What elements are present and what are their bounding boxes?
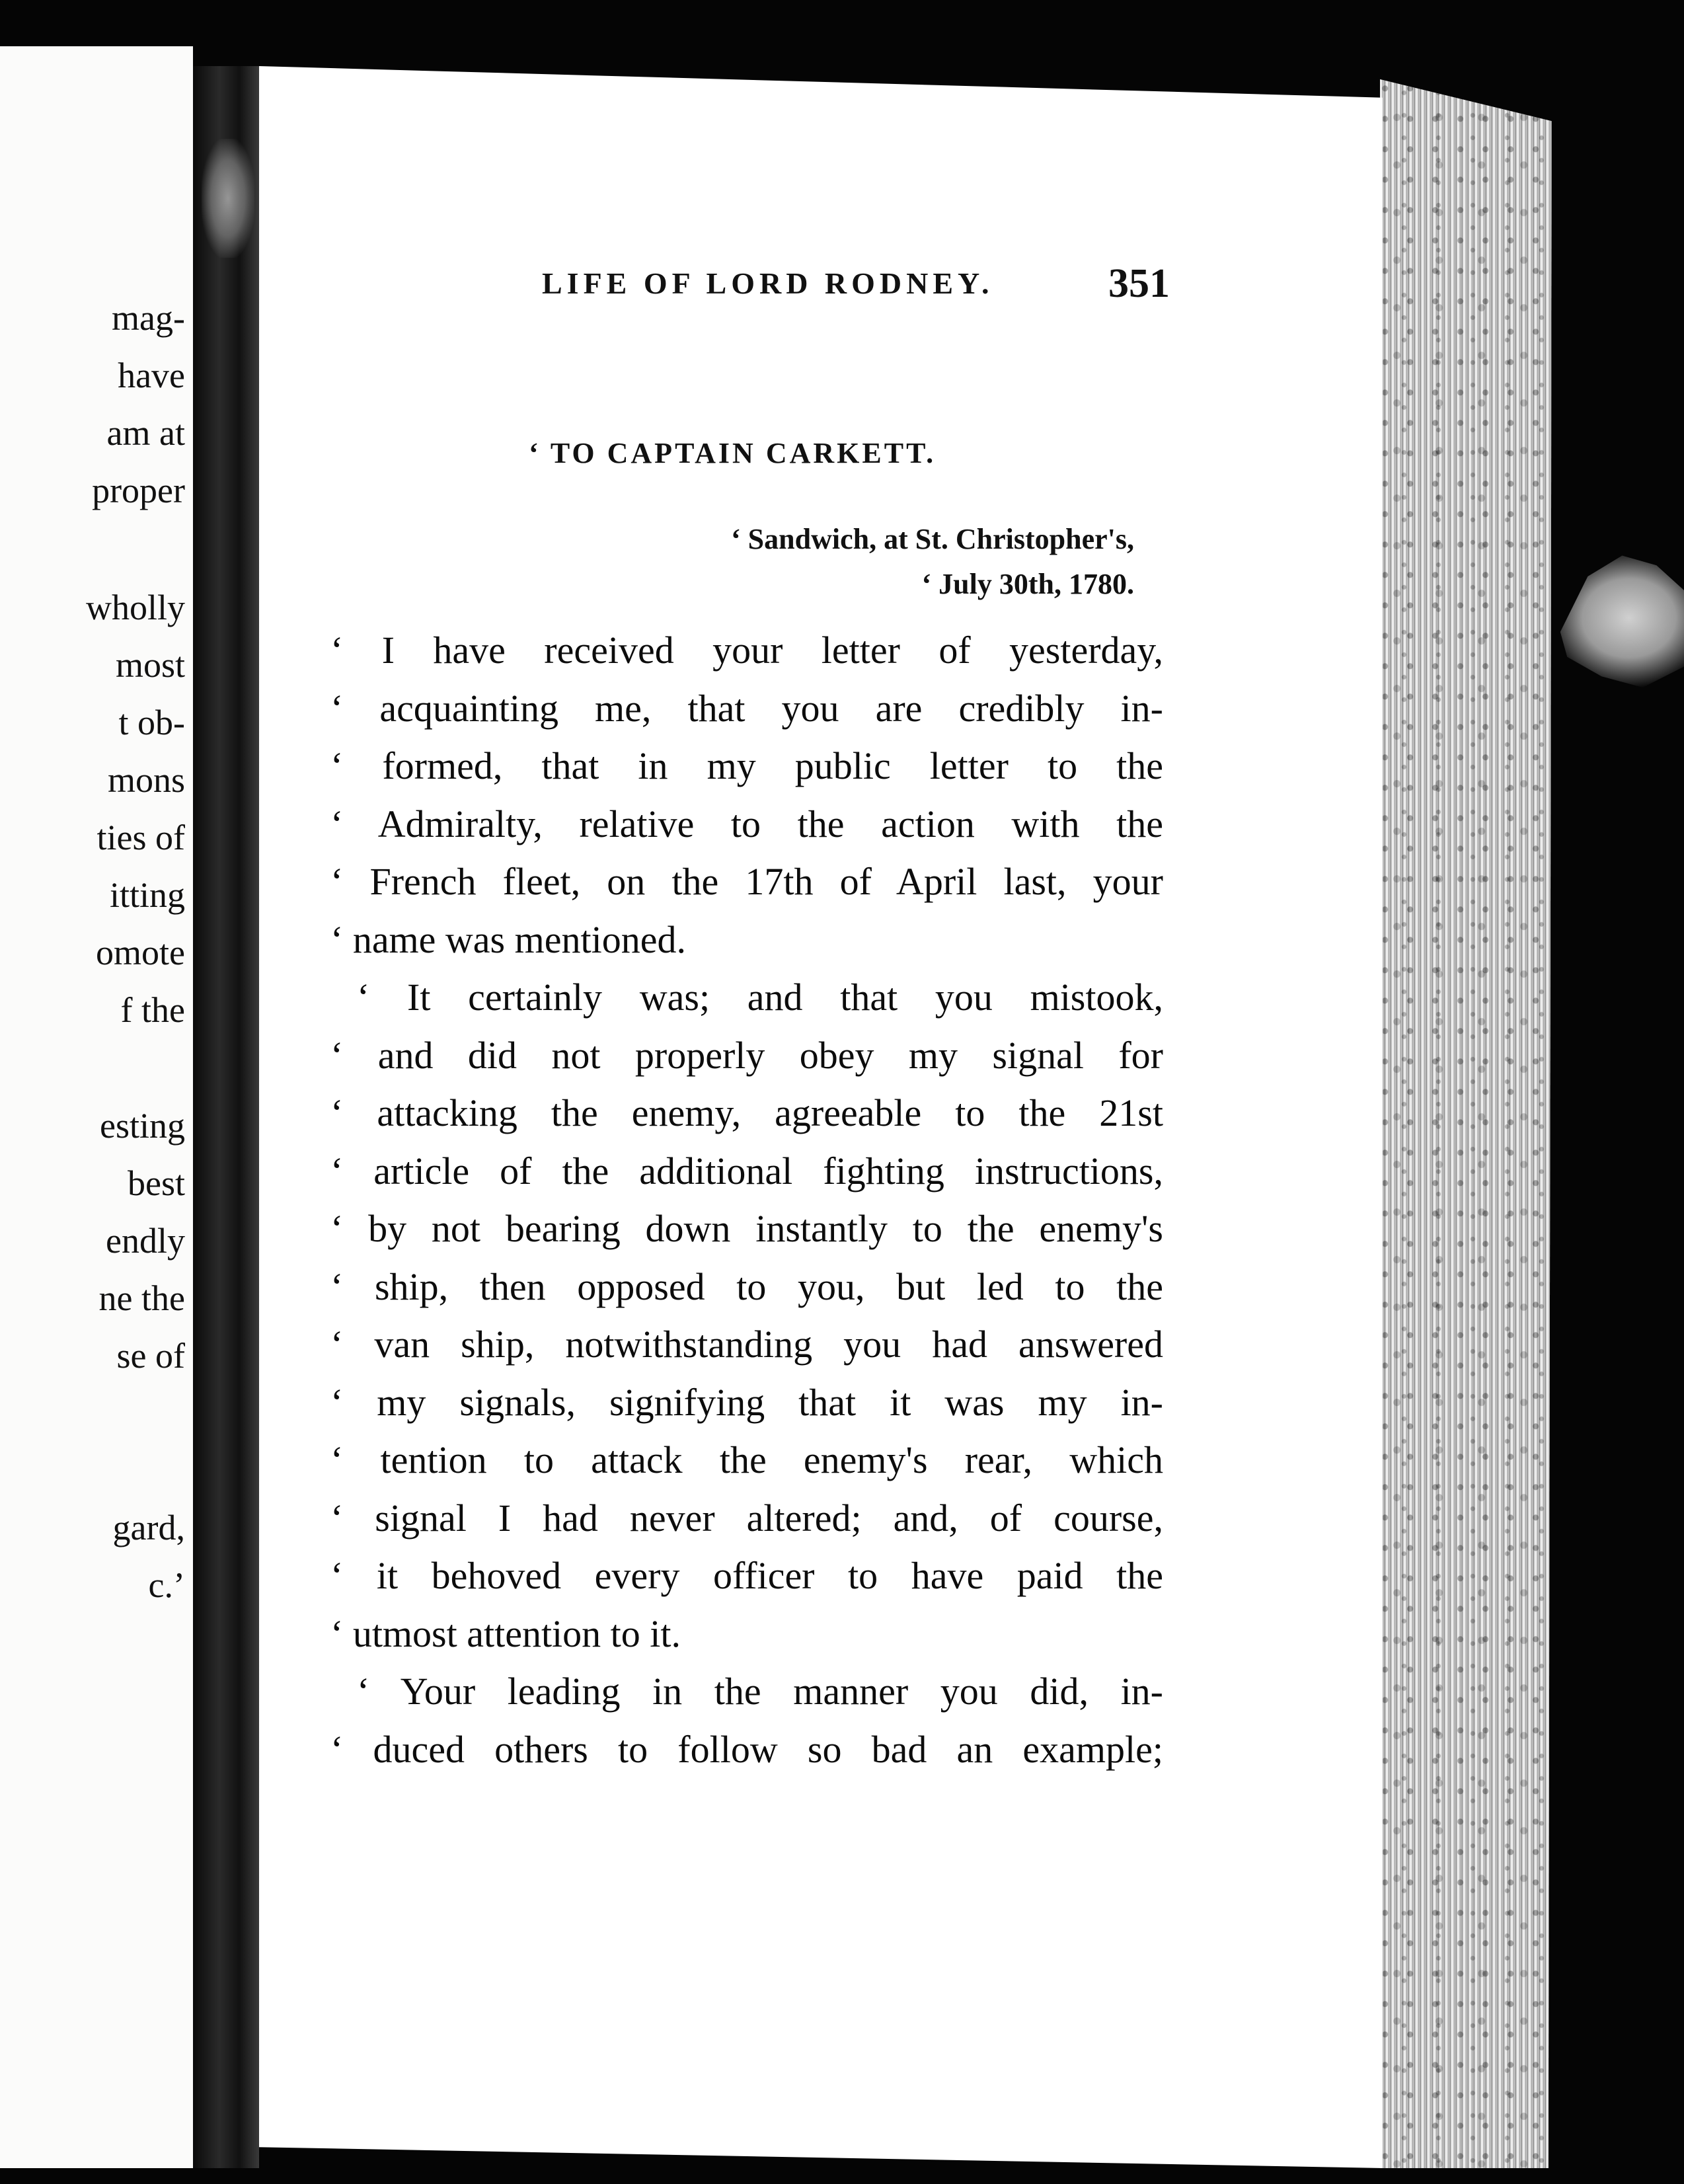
text-line: ‘ tention to attack the enemy's rear, which	[330, 1438, 1163, 1481]
dateline-date: ‘ July 30th, 1780.	[921, 568, 1134, 600]
page-header	[542, 261, 1170, 312]
text-line: ‘ by not bearing down instantly to the enemy's	[330, 1207, 1163, 1250]
text-line: ‘ It certainly was; and that you mistook,	[357, 976, 1163, 1019]
text-line: ‘ formed, that in my public letter to the	[330, 744, 1163, 787]
page-stack-edge	[1380, 79, 1552, 2168]
facing-page-line: wholly	[85, 588, 185, 627]
letter-heading: ‘ TO CAPTAIN CARKETT.	[529, 437, 937, 469]
text-line: ‘ it behoved every officer to have paid the	[330, 1554, 1163, 1597]
running-head: LIFE OF LORD RODNEY.	[542, 266, 994, 300]
text-line: ‘ Your leading in the manner you did, in-	[357, 1670, 1163, 1713]
text-line: ‘ and did not properly obey my signal for	[330, 1033, 1163, 1077]
facing-page-line: proper	[92, 471, 185, 510]
text-line: ‘ ship, then opposed to you, but led to the	[330, 1265, 1163, 1308]
text-line: ‘ acquainting me, that you are credibly in-	[330, 686, 1163, 730]
facing-page-line: itting	[109, 875, 185, 915]
facing-page-line: mag-	[112, 298, 185, 338]
text-line: ‘ article of the additional fighting instructions,	[330, 1149, 1163, 1192]
facing-page-line: have	[118, 356, 185, 395]
facing-page	[0, 46, 193, 2168]
facing-page-line: am at	[106, 413, 185, 453]
text-line: ‘ utmost attention to it.	[330, 1612, 681, 1655]
facing-page-line: c.’	[148, 1565, 185, 1605]
facing-page-line: endly	[106, 1221, 185, 1261]
facing-page-line: best	[128, 1163, 185, 1203]
facing-page-line: omote	[96, 933, 185, 972]
gutter-stain	[202, 139, 254, 258]
page-number: 351	[1108, 261, 1170, 306]
text-line: ‘ Admiralty, relative to the action with the	[330, 802, 1163, 845]
book-gutter	[193, 66, 259, 2168]
facing-page-line: mons	[107, 760, 185, 800]
letter-body	[330, 621, 1163, 1778]
facing-page-line: f the	[120, 990, 185, 1030]
text-line: ‘ French fleet, on the 17th of April last, your	[330, 860, 1163, 903]
text-line: ‘ my signals, signifying that it was my in-	[330, 1380, 1163, 1424]
text-line: ‘ duced others to follow so bad an example;	[330, 1727, 1163, 1771]
facing-page-line: gard,	[112, 1508, 185, 1547]
text-line: ‘ I have received your letter of yesterday,	[330, 629, 1163, 672]
facing-page-line: ne the	[98, 1278, 185, 1318]
text-line: ‘ attacking the enemy, agreeable to the 21st	[330, 1091, 1163, 1134]
scanner-debris	[1547, 549, 1684, 687]
facing-page-line: most	[115, 645, 185, 685]
dateline-place: ‘ Sandwich, at St. Christopher's,	[731, 523, 1134, 555]
text-line: ‘ signal I had never altered; and, of course,	[330, 1496, 1163, 1540]
facing-page-line: se of	[116, 1336, 185, 1376]
facing-page-line: ties of	[96, 818, 185, 857]
facing-page-line: t ob-	[118, 703, 185, 742]
text-line: ‘ name was mentioned.	[330, 917, 686, 961]
facing-page-line: esting	[100, 1106, 185, 1146]
text-line: ‘ van ship, notwithstanding you had answered	[330, 1323, 1163, 1366]
